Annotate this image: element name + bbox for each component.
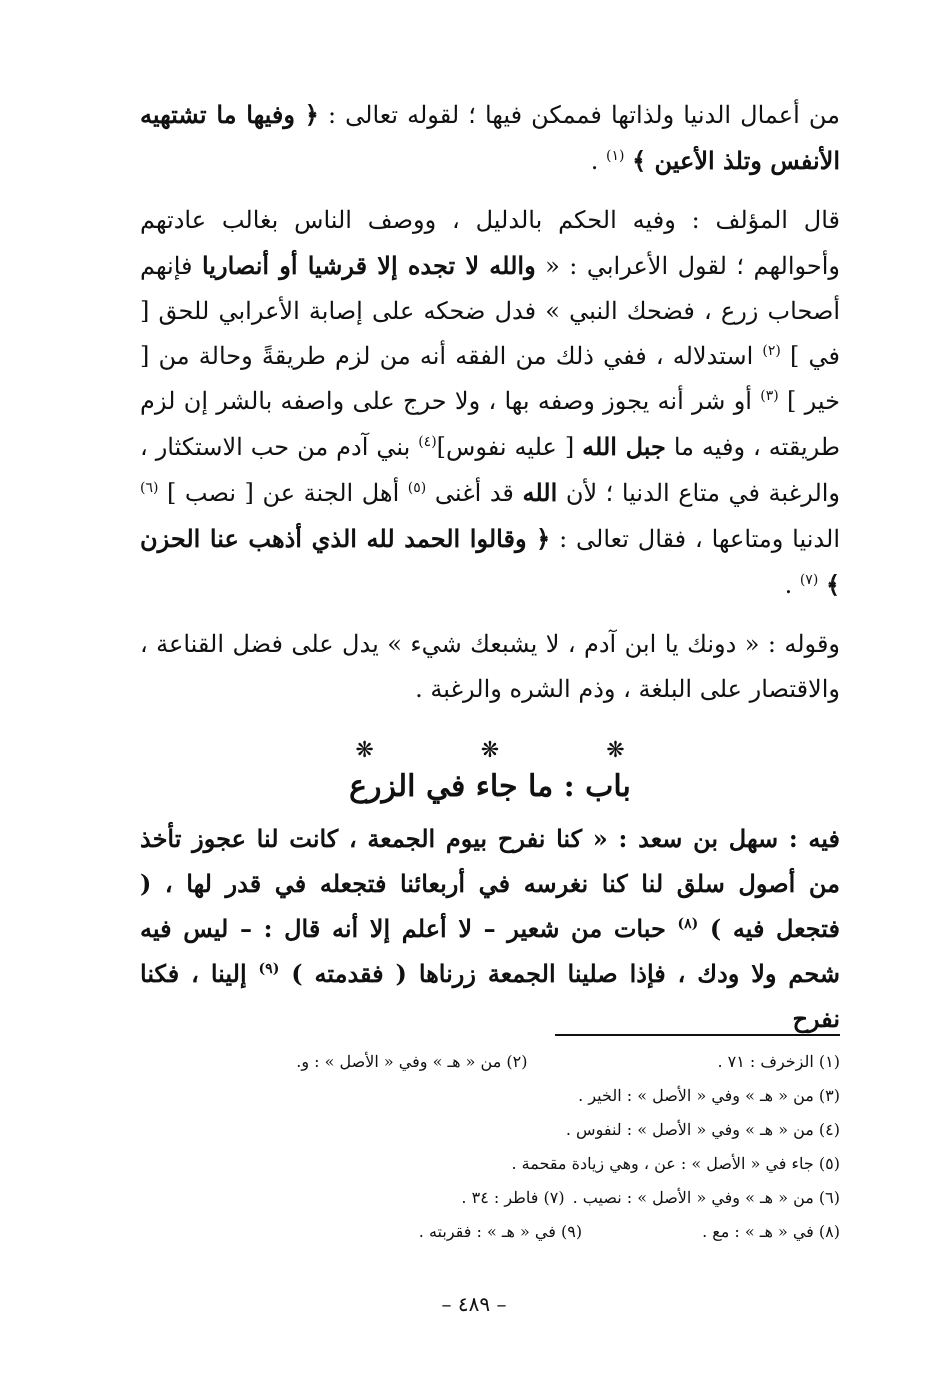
quran-verse-1: ﴿ وفيها ما تشتهيه الأنفس وتلذ الأعين ﴾ — [140, 100, 840, 175]
paragraph-1-end: . — [590, 147, 606, 175]
paragraph-2-end: . — [784, 571, 800, 599]
footnote-ref-1[interactable]: (١) — [605, 148, 625, 164]
paragraph-2-part8: أهل الجنة عن [ نصب ] — [158, 479, 408, 507]
bold-phrase-allah-2: الله — [522, 478, 558, 507]
hadith-part3: إلينا ، فكنا نفرح — [140, 959, 840, 1033]
paragraph-2-part4: أو شر أنه يجوز وصفه بها ، ولا حرج على واصفه بالشر إن لزم طريقته ، وفيه ما — [140, 387, 841, 461]
footnote-ref-2[interactable]: (٢) — [762, 343, 781, 359]
footnote-row-5 — [140, 1181, 840, 1215]
hadith-part1: فيه : سهل بن سعد : « كنا نفرح بيوم الجمعة ، كانت لنا عجوز تأخذ من أصول سلق لنا كنا نغرسه في أربعائنا فتجعله في قدر لها ، ( فتجعل فيه ) — [140, 824, 841, 943]
paragraph-2-part1: قال المؤلف : وفيه الحكم بالدليل ، ووصف الناس بغالب عادتهم وأحوالهم ؛ لقول الأعرابي : « — [140, 206, 840, 280]
footnote-5: (٥) جاء في « الأصل » : عن ، وهي زيادة مقحمة . — [511, 1154, 840, 1173]
footnote-3: (٣) من « هـ » وفي « الأصل » : الخير . — [578, 1086, 840, 1105]
footnotes — [140, 1045, 840, 1249]
paragraph-2-part3: استدلاله ، ففي ذلك من الفقه أنه من لزم طريقةً وحالة من [ خير ] — [140, 342, 840, 415]
footnote-row-3 — [140, 1113, 840, 1147]
footnote-divider — [555, 1034, 840, 1036]
page-body — [140, 92, 840, 1041]
paragraph-1 — [140, 92, 840, 184]
page-number: – ٤٨٩ – — [441, 1292, 507, 1316]
footnote-4: (٤) من « هـ » وفي « الأصل » : لنفوس . — [565, 1120, 840, 1139]
quran-verse-2: ﴿ وقالوا الحمد لله الذي أذهب عنا الحزن ﴾ — [140, 524, 840, 599]
footnote-1: (١) الزخرف : ٧١ . — [717, 1052, 840, 1071]
footnote-7: (٧) فاطر : ٣٤ . — [461, 1188, 565, 1207]
paragraph-2-part6: بني آدم من حب الاستكثار ، والرغبة في متاع الدنيا ؛ لأن — [140, 433, 841, 507]
paragraph-1-text: من أعمال الدنيا ولذاتها فممكن فيها ؛ لقوله تعالى : — [318, 101, 841, 129]
paragraph-2-part2: فإنهم أصحاب زرع ، فضحك النبي » فدل ضحكه على إصابة الأعرابي للحق [ في ] — [140, 252, 840, 370]
footnote-ref-4[interactable]: (٤) — [418, 434, 437, 450]
footnote-ref-5[interactable]: (٥) — [407, 480, 427, 496]
bedouin-quote: والله لا تجده إلا قرشيا أو أنصاريا — [201, 251, 536, 280]
paragraph-2 — [140, 198, 840, 608]
bold-phrase-allah-1: جبل الله — [582, 432, 666, 461]
footnote-row-4 — [140, 1147, 840, 1181]
footnote-8: (٨) في « هـ » : مع . — [702, 1222, 840, 1241]
footnote-row-6 — [140, 1215, 840, 1249]
footnote-ref-3[interactable]: (٣) — [760, 388, 779, 404]
hadith-part2: حبات من شعير – لا أعلم إلا أنه قال : – ليس فيه شحم ولا ودك ، فإذا صلينا الجمعة زرناها ( فقدمته ) — [140, 914, 841, 988]
footnote-ref-6[interactable]: (٦) — [140, 480, 159, 496]
chapter-title: باب : ما جاء في الزرع — [349, 769, 631, 804]
footnote-ref-7[interactable]: (٧) — [799, 572, 819, 588]
footnote-row-2 — [140, 1079, 840, 1113]
paragraph-2-part9: الدنيا ومتاعها ، فقال تعالى : — [550, 525, 840, 553]
paragraph-2-part5: [ عليه نفوس] — [436, 433, 583, 461]
footnote-row-1 — [140, 1045, 840, 1079]
paragraph-3: وقوله : « دونك يا ابن آدم ، لا يشبعك شيء » يدل على فضل القناعة ، والاقتصار على البلغة ، وذم الشره والرغبة . — [140, 630, 840, 703]
paragraph-2-part7: قد أغنى — [426, 479, 523, 507]
footnote-9: (٩) في « هـ » : فقربته . — [418, 1222, 583, 1241]
section-separator: ❋ ❋ ❋ — [355, 738, 675, 763]
footnote-2: (٢) من « هـ » وفي « الأصل » : و. — [296, 1052, 528, 1071]
footnote-ref-8[interactable]: (٨) — [677, 916, 699, 932]
footnote-6: (٦) من « هـ » وفي « الأصل » : نصيب . — [572, 1188, 840, 1207]
hadith-paragraph — [140, 816, 840, 1041]
footnote-ref-9[interactable]: (٩) — [258, 961, 280, 977]
